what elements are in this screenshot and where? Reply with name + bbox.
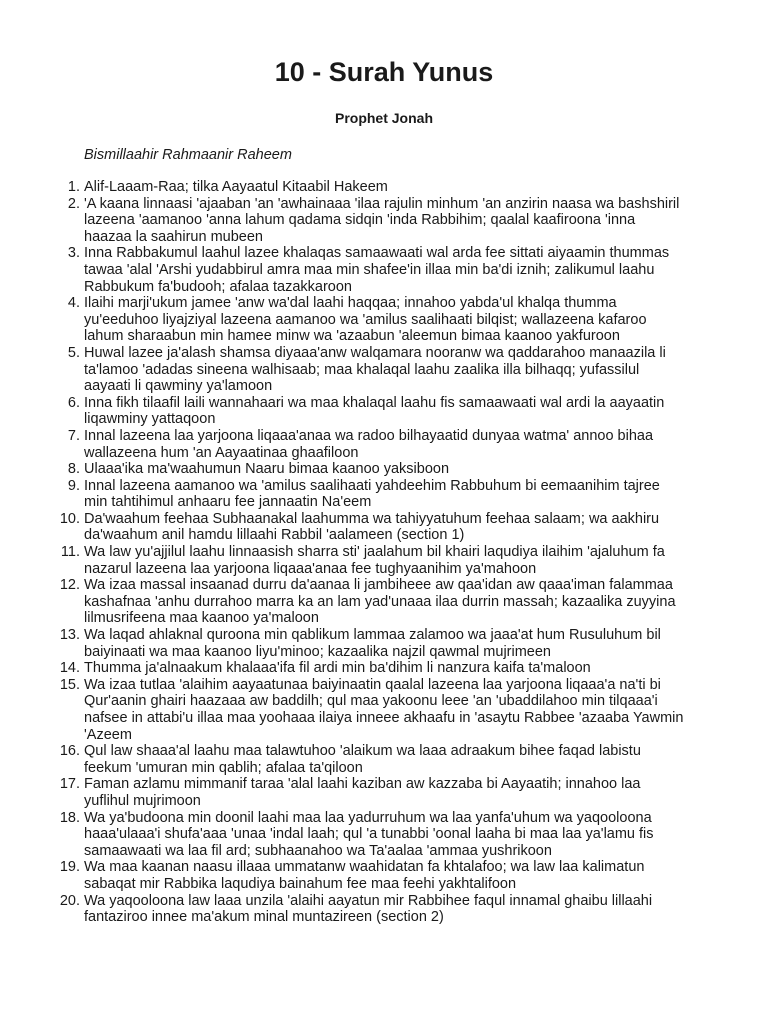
verse-number: 16.: [59, 743, 80, 760]
verse-list: [59, 179, 684, 926]
verse-text: Thumma ja'alnaakum khalaaa'ifa fil ardi min ba'dihim li nanzura kaifa ta'maloon: [84, 660, 591, 677]
verse-item: [59, 743, 684, 776]
verse-number: 10.: [59, 510, 80, 527]
bismillah-line: Bismillaahir Rahmaanir Raheem: [84, 147, 292, 163]
verse-number: 4.: [67, 295, 80, 312]
verse-number: 13.: [59, 627, 80, 644]
verse-text: Wa law yu'ajjilul laahu linnaasish sharra sti' jaalahum bil khairi laqudiya ilaihim 'ajaluhum fa nazarul lazeena laa yarjoona liqaaa'anaa fee tughyaanihim ya'mahoon: [84, 544, 665, 577]
verse-text: Wa izaa massal insaanad durru da'aanaa li jambiheee aw qaa'idan aw qaaa'iman falammaa kashafnaa 'anhu durrahoo marra ka an lam yad'unaaa ilaa durrin massah; kazaalika zuyyina lilmusrifeena maa kaanoo ya'maloon: [84, 577, 676, 627]
verse-number: 2.: [67, 195, 80, 212]
verse-item: [60, 544, 684, 577]
verse-item: [59, 676, 684, 743]
verse-text: Innal lazeena laa yarjoona liqaaa'anaa wa radoo bilhayaatid dunyaa watma' annoo bihaa wallazeena hum 'an Aayaatinaa ghaafiloon: [84, 427, 654, 461]
verse-item: [59, 660, 684, 677]
verse-text: Wa maa kaanan naasu illaaa ummatanw waahidatan fa khtalafoo; wa law laa kalimatun sabaqat mir Rabbika laqudiya bainahum fee maa feehi yakhtalifoon: [84, 859, 645, 892]
verse-number: 19.: [59, 859, 80, 876]
verse-item: [59, 809, 684, 860]
verse-text: Huwal lazee ja'alash shamsa diyaaa'anw walqamara nooranw wa qaddarahoo manaazila li ta'lamoo 'adadas sineena walhisaab; maa khalaqal laahu zaalika illa bilhaqq; yufassilul aayaati li qawminy ya'lamoon: [84, 344, 666, 395]
verse-item: [67, 245, 684, 295]
verse-item: [59, 892, 684, 926]
verse-number: 20.: [59, 892, 80, 909]
verse-number: 12.: [59, 577, 80, 594]
verse-number: 11.: [60, 544, 80, 561]
verse-text: Wa izaa tutlaa 'alaihim aayaatunaa baiyinaatin qaalal lazeena laa yarjoona liqaaa'a na'ti bi Qur'aanin ghairi haazaaa aw baddilh; qul maa yakoonu leee 'an 'ubaddilahoo min tilqaaa'i nafsee in attabi'u illaa maa yoohaaa ilaiya inneee akhaafu in 'asaytu Rabbee 'azaaba Yawmin 'Azeem: [84, 676, 684, 743]
verse-item: [67, 195, 684, 246]
verse-text: Ulaaa'ika ma'waahumun Naaru bimaa kaanoo yaksiboon: [84, 461, 450, 478]
verse-item: [67, 461, 684, 478]
verse-item: [67, 394, 684, 428]
verse-item: [59, 510, 684, 544]
verse-number: 5.: [67, 344, 80, 361]
verse-number: 18.: [59, 809, 80, 826]
verse-text: Wa laqad ahlaknal quroona min qablikum lammaa zalamoo wa jaaa'at hum Rusuluhum bil baiyinaati wa maa kaanoo liyu'minoo; kazaalika najzil qawmal mujrimeen: [84, 627, 661, 660]
verse-text: Innal lazeena aamanoo wa 'amilus saalihaati yahdeehim Rabbuhum bi eemaanihim tajree min tahtihimul anhaaru fee jannaatin Na'eem: [84, 477, 660, 511]
page-subtitle: Prophet Jonah: [334, 110, 433, 126]
verse-item: [67, 427, 684, 461]
verse-number: 1.: [67, 179, 80, 195]
page-title: 10 - Surah Yunus: [274, 57, 494, 87]
verse-number: 17.: [59, 776, 80, 793]
verse-text: Da'waahum feehaa Subhaanakal laahumma wa tahiyyatuhum feehaa salaam; wa aakhiru da'waahum anil hamdu lillaahi Rabbil 'aalameen (section 1): [84, 510, 660, 544]
verse-number: 7.: [67, 427, 80, 444]
verse-item: [67, 295, 684, 345]
verse-number: 9.: [67, 477, 80, 494]
verse-item: [67, 344, 684, 395]
verse-text: Inna fikh tilaafil laili wannahaari wa maa khalaqal laahu fis samaawaati wal ardi la aayaatin liqawminy yattaqoon: [84, 394, 665, 428]
verse-item: [59, 627, 684, 660]
verse-text: Ilaihi marji'ukum jamee 'anw wa'dal laahi haqqaa; innahoo yabda'ul khalqa thumma yu'eeduhoo liyajziyal lazeena aamanoo wa 'amilus saalihaati bilqist; wallazeena kafaroo lahum sharaabun min hamee minw wa 'azaabun 'aleemun bimaa kaanoo yakfuroon: [84, 295, 647, 345]
verse-item: [59, 776, 684, 809]
verse-number: 3.: [67, 245, 80, 262]
verse-number: 15.: [59, 676, 80, 693]
verse-text: Wa yaqooloona law laaa unzila 'alaihi aayatun mir Rabbihee faqul innamal ghaibu lillaahi fantaziroo innee ma'akum minal muntazireen (section 2): [84, 892, 653, 926]
verse-item: [59, 577, 684, 627]
verse-number: 6.: [67, 394, 80, 411]
verse-item: [67, 179, 684, 196]
verse-text: Faman azlamu mimmanif taraa 'alal laahi kaziban aw kazzaba bi Aayaatih; innahoo laa yuflihul mujrimoon: [84, 776, 641, 809]
verse-text: Qul law shaaa'al laahu maa talawtuhoo 'alaikum wa laaa adraakum bihee faqad labistu feekum 'umuran min qablih; afalaa ta'qiloon: [84, 743, 641, 776]
verse-number: 14.: [59, 660, 80, 677]
verse-item: [67, 477, 684, 511]
verse-text: 'A kaana linnaasi 'ajaaban 'an 'awhainaaa 'ilaa rajulin minhum 'an anzirin naasa wa bashshiril lazeena 'aamanoo 'anna lahum qadama sidqin 'inda Rabbihim; qaalal kaafiroona 'inna haazaa la saahirun mubeen: [84, 195, 680, 245]
verse-item: [59, 859, 684, 892]
verse-text: Wa ya'budoona min doonil laahi maa laa yadurruhum wa laa yanfa'uhum wa yaqooloona haaa'ulaaa'i shufa'aaa 'unaa 'indal laah; qul 'a tunabbi 'oonal laaha bi maa laa ya'lamu fis samaawaati wa laa fil ard; subhaanahoo wa Ta'aalaa 'ammaa yushrikoon: [84, 809, 654, 859]
verse-text: Inna Rabbakumul laahul lazee khalaqas samaawaati wal arda fee sittati aiyaamin thummas tawaa 'alal 'Arshi yudabbirul amra maa min shafee'in illaa min ba'di iznih; zalikumul laahu Rabbukum fa'budooh; afalaa tazakkaroon: [84, 245, 670, 295]
verse-text: Alif-Laaam-Raa; tilka Aayaatul Kitaabil Hakeem: [84, 179, 388, 195]
verse-number: 8.: [67, 461, 80, 478]
